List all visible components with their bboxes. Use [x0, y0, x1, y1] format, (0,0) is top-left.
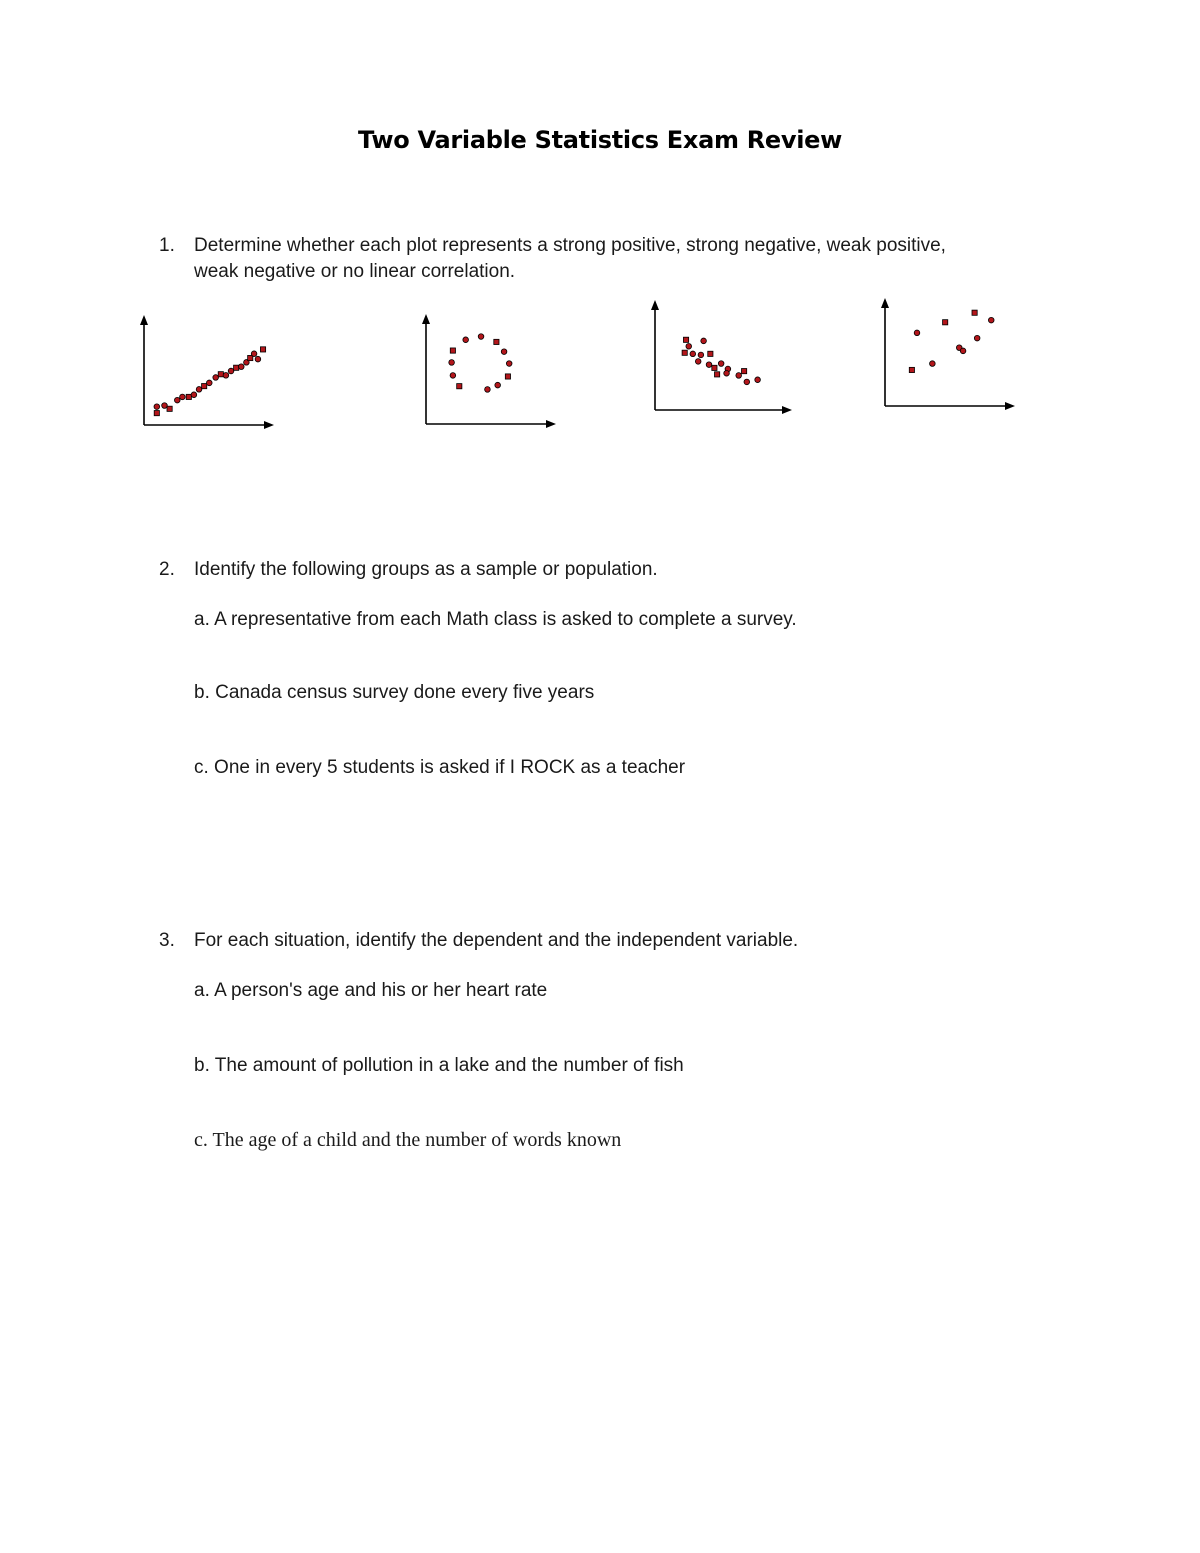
data-point: [742, 369, 747, 374]
data-point: [234, 365, 239, 370]
question-number: 1.: [159, 235, 175, 256]
x-axis-arrow: [1005, 402, 1015, 410]
data-point: [154, 411, 159, 416]
data-point: [248, 355, 253, 360]
data-point: [706, 362, 712, 368]
y-axis-arrow: [140, 315, 148, 325]
data-point: [708, 351, 713, 356]
data-point: [701, 338, 707, 344]
data-point: [698, 352, 704, 358]
data-point: [450, 348, 455, 353]
scatter-plot-2: [416, 308, 561, 438]
question-3-item-c: c. The age of a child and the number of words known: [194, 1129, 622, 1151]
data-point: [718, 361, 724, 367]
question-3: [159, 928, 1059, 954]
x-axis-arrow: [546, 420, 556, 428]
data-point: [457, 384, 462, 389]
data-point: [744, 379, 750, 385]
data-point: [463, 337, 469, 343]
data-point: [449, 360, 455, 366]
data-point: [755, 377, 761, 383]
data-point: [495, 382, 501, 388]
page-title: Two Variable Statistics Exam Review: [357, 126, 843, 154]
data-point: [686, 343, 692, 349]
scatter-plot-4-svg: [876, 290, 1021, 415]
question-1: [159, 233, 1079, 285]
data-point: [450, 373, 456, 379]
data-point: [930, 361, 936, 367]
data-point: [505, 374, 510, 379]
data-point: [485, 387, 491, 393]
data-point: [174, 397, 180, 403]
data-point: [690, 351, 696, 357]
data-point: [213, 375, 219, 381]
data-point: [255, 356, 261, 362]
data-point: [943, 320, 948, 325]
question-number: 3.: [159, 930, 175, 951]
data-point: [736, 373, 742, 379]
scatter-plot-3-svg: [646, 292, 801, 422]
data-point: [506, 361, 512, 367]
data-point: [494, 339, 499, 344]
data-point: [180, 394, 186, 400]
data-point: [251, 351, 257, 357]
scatter-plot-1: [135, 308, 280, 438]
question-3-item-a: a. A person's age and his or her heart rate: [194, 980, 548, 1001]
x-axis-arrow: [782, 406, 792, 414]
question-text-line-2: weak negative or no linear correlation.: [194, 261, 516, 282]
question-3-item-b: b. The amount of pollution in a lake and the number of fish: [194, 1055, 684, 1076]
data-point: [715, 372, 720, 377]
scatter-plot-2-svg: [416, 308, 561, 438]
data-point: [260, 347, 265, 352]
data-point: [988, 317, 994, 323]
data-point: [196, 387, 202, 393]
x-axis-arrow: [264, 421, 274, 429]
data-point: [712, 365, 717, 370]
data-point: [724, 370, 730, 376]
data-point: [191, 392, 197, 398]
question-2: [159, 557, 1059, 583]
data-point: [154, 404, 160, 410]
y-axis-arrow: [651, 300, 659, 310]
question-2-item-a: a. A representative from each Math class is asked to complete a survey.: [194, 609, 797, 630]
data-point: [914, 330, 920, 336]
data-point: [223, 373, 229, 379]
data-point: [162, 403, 168, 409]
y-axis-arrow: [422, 314, 430, 324]
question-number: 2.: [159, 559, 175, 580]
scatter-plot-4: [876, 290, 1021, 415]
data-point: [974, 335, 980, 341]
data-point: [238, 364, 244, 370]
scatter-plot-1-svg: [135, 308, 280, 438]
data-point: [972, 310, 977, 315]
data-point: [695, 359, 701, 365]
y-axis-arrow: [881, 298, 889, 308]
question-text: For each situation, identify the dependent and the independent variable.: [194, 930, 799, 951]
data-point: [478, 334, 484, 340]
data-point: [206, 380, 212, 386]
data-point: [909, 367, 914, 372]
data-point: [202, 384, 207, 389]
data-point: [682, 350, 687, 355]
question-text: Identify the following groups as a sample or population.: [194, 559, 658, 580]
data-point: [683, 337, 688, 342]
data-point: [218, 372, 223, 377]
question-2-item-c: c. One in every 5 students is asked if I ROCK as a teacher: [194, 757, 686, 778]
question-text-line-1: Determine whether each plot represents a strong positive, strong negative, weak positive,: [194, 235, 946, 256]
data-point: [501, 349, 507, 355]
data-point: [167, 406, 172, 411]
scatter-plot-3: [646, 292, 801, 422]
data-point: [228, 368, 234, 374]
question-2-item-b: b. Canada census survey done every five years: [194, 682, 595, 703]
data-point: [960, 348, 966, 354]
data-point: [186, 394, 191, 399]
